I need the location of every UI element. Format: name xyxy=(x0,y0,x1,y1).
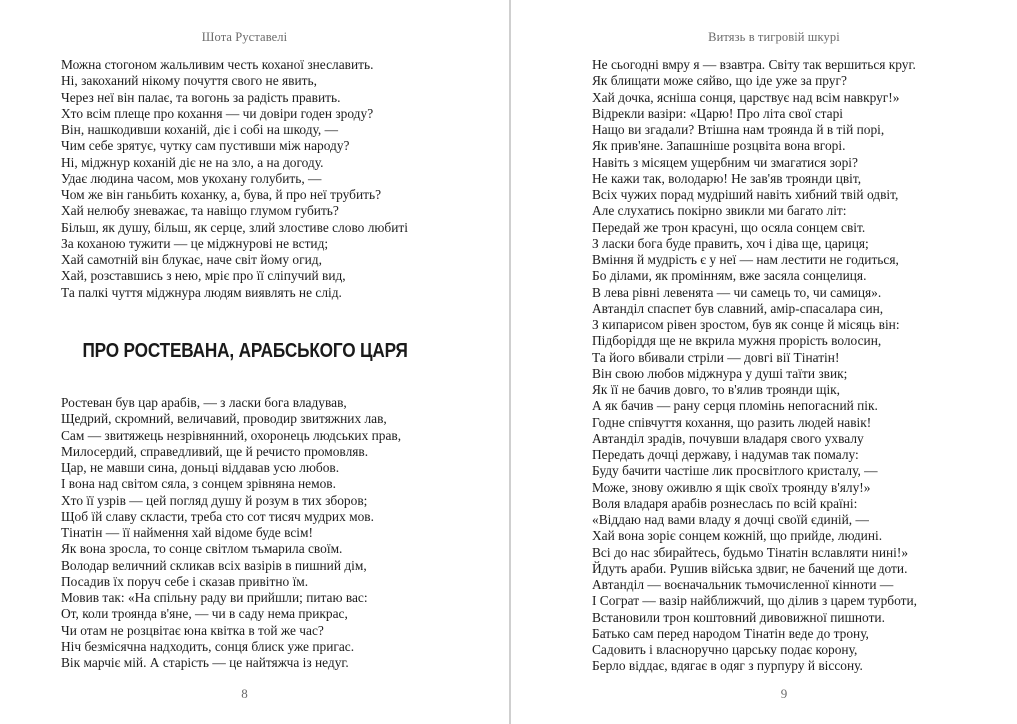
verse-line: Воля владаря арабів рознеслась по всій країні: xyxy=(592,495,858,511)
verse-line: Передай же трон красуні, що осяла сонцем світ. xyxy=(592,219,866,235)
verse-block-right xyxy=(592,57,917,675)
running-head-title: Витязь в тигровій шкурі xyxy=(708,30,840,44)
verse-line: Ні, міджнур коханій діє не на зло, а на догоду. xyxy=(61,154,324,170)
verse-line: За коханою тужити — це міджнурові не встид; xyxy=(61,235,329,251)
verse-line: Володар величний скликав всіх вазірів в пишний дім, xyxy=(61,557,367,573)
running-head-author: Шота Руставелі xyxy=(201,30,288,44)
verse-line: Хто її узрів — цей погляд душу й розум в тих зборов; xyxy=(61,492,368,508)
verse-line: От, коли троянда в'яне, — чи в саду нема прикрас, xyxy=(61,606,348,622)
verse-line: Не кажи так, володарю! Не зав'яв троянди цвіт, xyxy=(592,170,862,186)
verse-line: Він свою любов міджнура у душі таїти звик; xyxy=(592,365,848,381)
verse-line: Та палкі чуття міджнура людям виявлять не слід. xyxy=(61,284,342,300)
verse-line: Цар, не мавши сина, доньці віддавав усю любов. xyxy=(61,460,340,475)
verse-line: Батько сам перед народом Тінатін веде до трону, xyxy=(592,625,869,641)
verse-line: Та його вбивали стріли — довгі вії Тінатін! xyxy=(592,349,840,365)
verse-line: «Віддаю над вами владу я дочці своїй єдиній, — xyxy=(592,512,869,527)
verse-line: Хай самотній він блукає, наче світ йому огид, xyxy=(61,252,322,267)
verse-line: Автанділ зрадів, почувши владаря свого ухвалу xyxy=(592,430,864,446)
verse-line: Чим себе зрятує, чутку сам пустивши між народу? xyxy=(61,138,350,154)
verse-line: Хай дочка, ясніша сонця, царствує над всім навкруг!» xyxy=(592,89,900,105)
verse-line: Ростеван був цар арабів, — з ласки бога владував, xyxy=(61,395,347,410)
verse-line: Як блищати може сяйво, що іде уже за пруг? xyxy=(592,73,847,89)
page-number-left: 8 xyxy=(241,686,248,701)
right-page xyxy=(511,0,1017,724)
verse-line: Можна стогоном жальливим честь коханої знеславить. xyxy=(61,57,374,72)
verse-line: Автанділ спаспет був славний, амір-спасалара син, xyxy=(592,300,884,316)
verse-block-before-chapter xyxy=(61,57,408,301)
verse-line: Бо ділами, як промінням, вже засяла сонцелиця. xyxy=(592,268,867,284)
verse-line: Хто всім плеще про кохання — чи довіри годен зроду? xyxy=(61,105,374,121)
verse-line: Щоб їй славу скласти, треба сто сот тисяч мудрих мов. xyxy=(61,508,374,524)
verse-line: Милосердий, справедливий, ще й речисто промовляв. xyxy=(61,443,369,459)
verse-line: Хай вона зоріє сонцем кожній, що прийде, людині. xyxy=(592,528,883,544)
verse-line: Може, знову оживлю я щік своїх троянду в'ялу!» xyxy=(592,479,871,495)
verse-line: Встановили трон коштовний дивовижної пишноти. xyxy=(592,609,885,625)
verse-line: Автанділ — воєначальник тьмочисленної кінноти — xyxy=(592,577,894,592)
verse-line: Нащо ви згадали? Втішна нам троянда й в тій порі, xyxy=(592,122,885,137)
verse-line: Хай нелюбу зневажає, та навіщо глумом губить? xyxy=(61,203,339,219)
verse-line: Мовив так: «На спільну раду ви прийшли; питаю вас: xyxy=(61,590,368,605)
verse-line: Підборіддя ще не вкрила мужня прорість волосин, xyxy=(592,333,882,349)
verse-line: Як вона зросла, то сонце світлом тьмарила своїм. xyxy=(61,541,343,557)
verse-line: Як її не бачив довго, то в'ялив троянди щік, xyxy=(592,382,841,397)
verse-line: З ласки бога буде править, хоч і діва ще, цариця; xyxy=(592,235,869,251)
page-number-right: 9 xyxy=(780,686,788,701)
verse-line: Чи отам не розцвітає юна квітка в той же час? xyxy=(61,622,324,638)
verse-line: Він, нашкодивши коханій, діє і собі на шкоду, — xyxy=(61,122,338,137)
verse-line: І вона над світом сяла, з сонцем зрівняна немов. xyxy=(61,476,336,492)
verse-line: Годне співчуття кохання, що разить людей навік! xyxy=(592,414,872,430)
verse-line: Ніч безмісячна надходить, сонця блиск уже пригас. xyxy=(61,638,355,654)
verse-line: Тінатін — її наймення хай відоме буде всім! xyxy=(61,525,313,540)
verse-line: Вміння й мудрість є у неї — нам лестити не годиться, xyxy=(592,252,899,267)
verse-line: Навіть з місяцем ущербним чи змагатися зорі? xyxy=(592,154,858,170)
verse-line: А як бачив — рану серця пломінь непогасний пік. xyxy=(592,398,878,414)
verse-line: Вік марчіє мій. А старість — це найтяжча із недуг. xyxy=(61,655,349,670)
verse-line: Хай, розставшись з нею, мріє про її сліпучий вид, xyxy=(61,268,346,284)
verse-line: Щедрий, скромний, величавий, проводир звитяжних лав, xyxy=(61,411,387,427)
verse-line: Йдуть араби. Рушив війська здвиг, не бачений ще доти. xyxy=(592,560,908,576)
verse-line: Чом же він ганьбить коханку, а, бува, й про неї трубить? xyxy=(61,187,382,202)
verse-line: Як прив'яне. Запашніше розцвіта вона вгорі. xyxy=(592,138,846,154)
verse-line: Не сьогодні вмру я — взавтра. Світу так вершиться круг. xyxy=(592,57,916,72)
verse-line: Посадив їх поруч себе і сказав привітно їм. xyxy=(61,573,309,589)
chapter-title xyxy=(0,340,490,363)
chapter-title-text: ПРО РОСТЕВАНА, АРАБСЬКОГО ЦАРЯ xyxy=(82,340,408,362)
verse-line: Сам — звитяжець незрівнянний, охоронець людських прав, xyxy=(61,427,402,443)
verse-line: Передать дочці державу, і надумав так помалу: xyxy=(592,447,859,462)
verse-line: В лева рівні левенята — чи самець то, чи самиця». xyxy=(592,284,882,300)
verse-line: Але слухатись покірно звикли ми багато літ: xyxy=(592,203,847,219)
verse-line: З кипарисом рівен зростом, був як сонце й місяць він: xyxy=(592,317,900,332)
verse-line: Удає людина часом, мов укохану голубить, — xyxy=(61,170,322,186)
verse-block-after-chapter xyxy=(61,395,401,671)
verse-line: Садовить і власноручно царську подає корону, xyxy=(592,642,858,657)
verse-line: Відрекли вазіри: «Царю! Про літа свої старі xyxy=(592,105,844,121)
verse-line: Більш, як душу, більш, як серце, злий злостиве слово любиті xyxy=(61,219,408,235)
verse-line: І Сограт — вазір найближчий, що ділив з царем турботи, xyxy=(592,593,917,609)
verse-line: Ні, закоханий нікому почуття свого не явить, xyxy=(61,73,317,89)
verse-line: Всіх чужих порад мудріший навіть хибний твій одвіт, xyxy=(592,187,899,202)
verse-line: Берло віддає, вдягає в одяг з пурпуру й віссону. xyxy=(592,658,863,674)
verse-line: Всі до нас збирайтесь, будьмо Тінатін вславляти нині!» xyxy=(592,544,909,560)
verse-line: Буду бачити частіше лик просвітлого кристалу, — xyxy=(592,463,878,479)
verse-line: Через неї він палає, та вогонь за радість править. xyxy=(61,89,341,105)
